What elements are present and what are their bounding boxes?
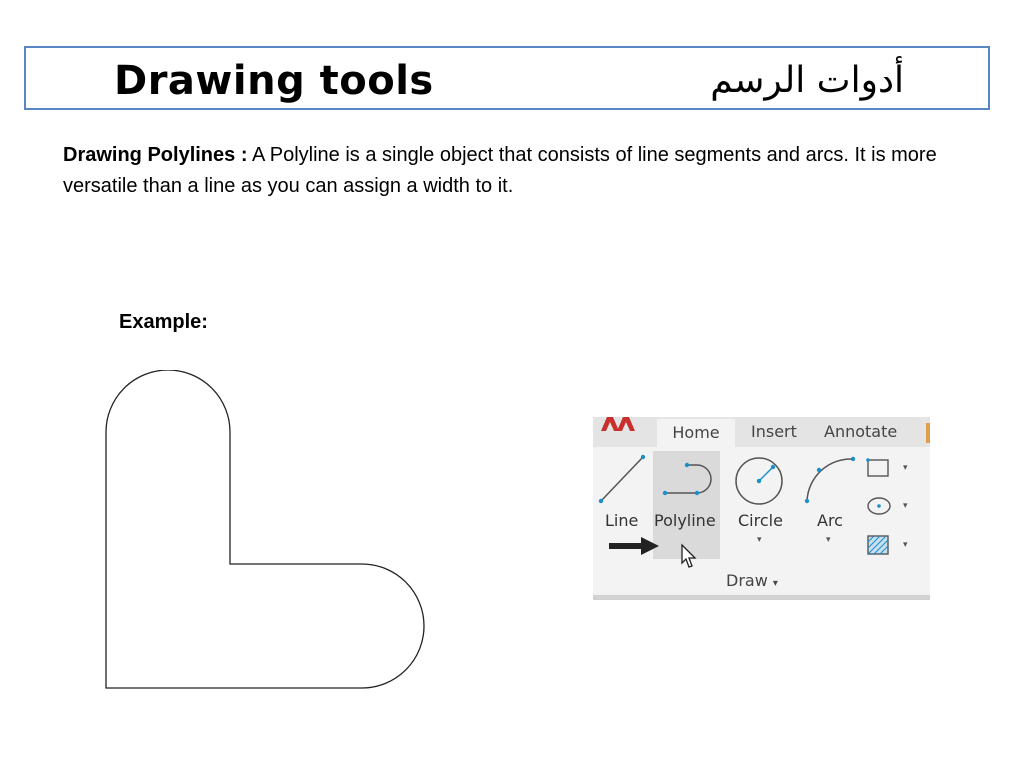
ellipse-icon[interactable] bbox=[865, 495, 893, 517]
arrow-pointer-icon bbox=[609, 537, 659, 555]
circle-tool-label[interactable]: Circle bbox=[738, 511, 783, 530]
draw-panel-label: Draw bbox=[726, 571, 768, 590]
body-text: A Polyline is a single object that consists of line segments and arcs. It is more versatile than a line as you can assign a width to it. bbox=[63, 144, 937, 197]
arc-dropdown-icon[interactable]: ▾ bbox=[826, 535, 831, 545]
title-box bbox=[24, 46, 990, 110]
ribbon-bottom-border bbox=[593, 595, 930, 600]
polyline-tool-label[interactable]: Polyline bbox=[654, 511, 716, 530]
app-logo-icon bbox=[599, 417, 635, 431]
hatch-icon[interactable] bbox=[865, 533, 891, 557]
line-icon[interactable] bbox=[597, 453, 647, 507]
circle-icon[interactable] bbox=[733, 455, 785, 507]
draw-panel-caret-icon: ▾ bbox=[772, 578, 778, 589]
tab-overflow-edge bbox=[926, 423, 930, 443]
hatch-dropdown-icon[interactable]: ▾ bbox=[903, 540, 908, 550]
rectangle-icon[interactable] bbox=[865, 457, 891, 479]
rectangle-dropdown-icon[interactable]: ▾ bbox=[903, 463, 908, 473]
polyline-outline bbox=[106, 370, 424, 688]
polyline-icon[interactable] bbox=[661, 459, 713, 499]
draw-ribbon-panel bbox=[593, 417, 930, 600]
body-paragraph bbox=[63, 140, 983, 202]
ribbon-tab-bar bbox=[593, 417, 930, 447]
arc-tool-label[interactable]: Arc bbox=[817, 511, 843, 530]
circle-dropdown-icon[interactable]: ▾ bbox=[757, 535, 762, 545]
mouse-cursor-icon bbox=[680, 543, 698, 569]
example-label: Example: bbox=[119, 311, 208, 333]
body-heading: Drawing Polylines : bbox=[63, 144, 248, 166]
tab-annotate[interactable]: Annotate bbox=[824, 422, 898, 441]
slide-title: Drawing tools bbox=[114, 58, 434, 104]
slide-title-arabic: أدوات الرسم bbox=[710, 60, 904, 101]
polyline-example-shape bbox=[100, 370, 430, 700]
line-tool-label[interactable]: Line bbox=[605, 511, 639, 530]
draw-panel-title[interactable] bbox=[726, 571, 778, 590]
tab-insert[interactable]: Insert bbox=[751, 422, 797, 441]
ellipse-dropdown-icon[interactable]: ▾ bbox=[903, 501, 908, 511]
tab-home[interactable]: Home bbox=[657, 419, 735, 447]
arc-icon[interactable] bbox=[803, 455, 859, 505]
